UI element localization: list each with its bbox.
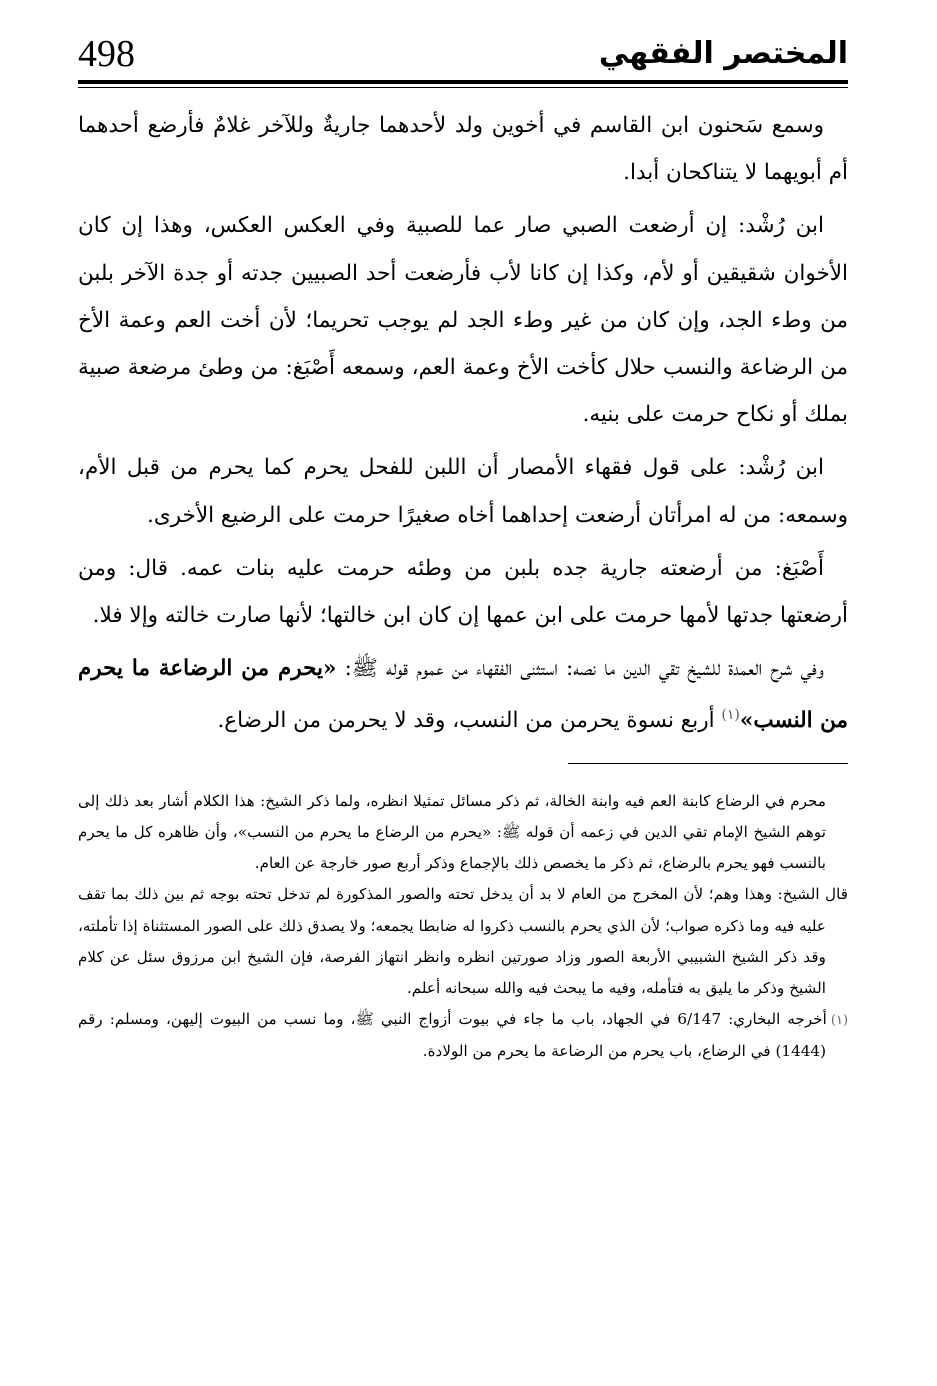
footnotes [78, 786, 848, 1068]
header-rule-thin [78, 87, 848, 88]
footnote-continued: محرم في الرضاع كابنة العم فيه وابنة الخالة، ثم ذكر مسائل تمثيلا انظره، ولما ذكر الشيخ: هذا الكلام أشار بعد ذلك إلى توهم الشيخ الإمام تقي الدين في زعمه أن قوله ﷺ: «يحرم من الرضاع ما يحرم من النسب»، وأن ظاهره كل ما يحرم بالنسب فهو يحرم بالرضاع، ثم ذكر ما يخصص ذلك بالإجماع وذكر أربع صور خارجة عن العام. [78, 791, 826, 873]
book-title: المختصر الفقهي [598, 36, 848, 71]
footnote-1 [78, 1004, 848, 1067]
paragraph-4: أَصْبَغ: من أرضعته جارية جده بلبن من وطئه حرمت عليه بنات عمه. قال: ومن أرضعتها جدتها لأمها حرمت على ابن عمها إن كان ابن خالتها؛ لأنها صارت خالته وإلا فلا. [78, 555, 848, 629]
page-header [78, 30, 848, 84]
footnote-number-1: (١) [830, 1013, 849, 1029]
footnote-sheikh: قال الشيخ: وهذا وهم؛ لأن المخرج من العام لا بد أن يدخل تحته والصور المذكورة لم تدخل تحته بوجه ثم بين ذلك بما تقف عليه فيه وما ذكره صواب؛ لأن الذي يحرم بالنسب ذكروا له ضابطا يجمعه؛ ولا يصدق ذلك على الصور المستثناة إذا تأملته، وقد ذكر الشيخ الشبيبي الأربعة الصور وزاد صورتين انظره وانظر انتهاز الفرصة، فإن الشيخ ابن مرزوق سئل عن كلام الشيخ وذكر ما يليق به فتأمله، وفيه ما يبحث فيه والله سبحانه أعلم. [78, 885, 848, 998]
footnote-1-text: أخرجه البخاري: 6/147 في الجهاد، باب ما جاء في بيوت أزواج النبي ﷺ، وما نسب من البيوت إليهن، ومسلم: رقم (1444) في الرضاع، باب يحرم من الرضاعة ما يحرم من الولادة. [78, 1010, 827, 1061]
header-rule [78, 80, 848, 84]
footnote-divider [568, 763, 848, 764]
paragraph-5-end: أربع نسوة يحرمن من النسب، وقد لا يحرمن من الرضاع. [217, 708, 722, 734]
footnote-ref-1[interactable]: (١) [721, 707, 740, 724]
main-text [78, 102, 848, 745]
paragraph-2: ابن رُشْد: إن أرضعت الصبي صار عما للصبية وفي العكس العكس، وهذا إن كان الأخوان شقيقين أو لأم، وكذا إن كانا لأب فأرضعت أحد الصبيين جدته أو جدة الآخر بلبن من وطء الجد، وإن كان من غير وطء الجد لم يوجب تحريما؛ لأن أخت العم وعمة الأخ من الرضاعة والنسب حلال كأخت الأخ وعمة العم، وسمعه أَصْبَغ: من وطئ مرضعة صبية بملك أو نكاح حرمت على بنيه. [78, 213, 848, 428]
page-number: 498 [78, 33, 135, 75]
hadith-quote: «يحرم من الرضاعة ما يحرم من النسب» [78, 656, 848, 734]
paragraph-5-start: وفي شرح العمدة للشيخ تقي الدين ما نصه: استثنى الفقهاء من عموم قوله ﷺ: [336, 656, 824, 682]
page [78, 30, 848, 1360]
paragraph-5 [78, 645, 848, 745]
paragraph-1: وسمع سَحنون ابن القاسم في أخوين ولد لأحدهما جاريةٌ وللآخر غلامٌ فأرضع أحدهما أم أبويهما لا يتناكحان أبدا. [78, 113, 848, 186]
paragraph-3: ابن رُشْد: على قول فقهاء الأمصار أن اللبن للفحل يحرم كما يحرم من قبل الأم، وسمعه: من له امرأتان أرضعت إحداهما أخاه صغيرًا حرمت على الرضيع الأخرى. [78, 455, 848, 528]
